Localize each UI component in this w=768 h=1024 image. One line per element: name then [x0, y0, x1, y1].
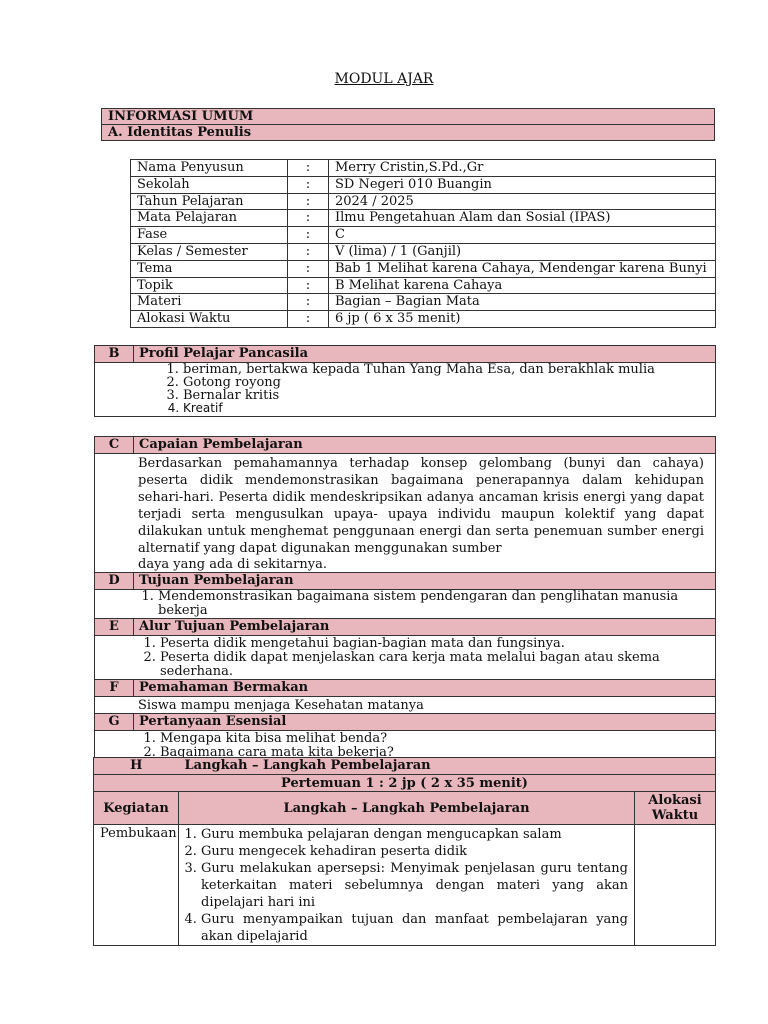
identity-label: Tema [131, 260, 288, 277]
identity-colon: : [288, 277, 329, 294]
identity-value: Bab 1 Melihat karena Cahaya, Mendengar karena Bunyi [329, 260, 716, 277]
list-item: 3. Guru melakukan apersepsi: Menyimak penjelasan guru tentang keterkaitan materi sebelumnya dengan materi yang akan dipelajari hari ini [201, 860, 634, 911]
identity-label: Topik [131, 277, 288, 294]
section-title: Alur Tujuan Pembelajaran [134, 619, 716, 636]
section-title: Pertanyaan Esensial [134, 714, 716, 731]
col-alokasi: Alokasi Waktu [635, 792, 716, 825]
identity-colon: : [288, 193, 329, 210]
list-item: 4. Guru menyampaikan tujuan dan manfaat pembelajaran yang akan dipelajarid [201, 911, 634, 945]
identity-row [131, 311, 716, 328]
identity-colon: : [288, 294, 329, 311]
list-item: 2. Bagaimana cara mata kita bekerja? [160, 746, 710, 760]
identity-value: B Melihat karena Cahaya [329, 277, 716, 294]
identity-row [131, 176, 716, 193]
questions-list [138, 732, 710, 760]
sections-c-g [94, 436, 716, 761]
author-identity-title: A. Identitas Penulis [102, 125, 715, 141]
identity-label: Alokasi Waktu [131, 311, 288, 328]
col-langkah: Langkah – Langkah Pembelajaran [179, 792, 635, 825]
identity-value: Bagian – Bagian Mata [329, 294, 716, 311]
identity-colon: : [288, 260, 329, 277]
pancasila-list [95, 363, 715, 415]
section-code: C [95, 437, 134, 454]
section-code: G [95, 714, 134, 731]
meeting-title: Pertemuan 1 : 2 jp ( 2 x 35 menit) [94, 775, 716, 792]
section-title: Langkah – Langkah Pembelajaran [179, 758, 716, 775]
identity-value: SD Negeri 010 Buangin [329, 176, 716, 193]
identity-row [131, 243, 716, 260]
row-alokasi [635, 825, 716, 946]
section-title: Profil Pelajar Pancasila [134, 346, 716, 363]
list-item: 1. Peserta didik mengetahui bagian-bagian mata dan fungsinya. [160, 637, 710, 651]
learning-outcome-text-end: daya yang ada di sekitarnya. [138, 557, 327, 572]
identity-row [131, 193, 716, 210]
identity-colon: : [288, 176, 329, 193]
identity-row [131, 260, 716, 277]
identity-value: 6 jp ( 6 x 35 menit) [329, 311, 716, 328]
identity-colon: : [288, 160, 329, 177]
col-kegiatan: Kegiatan [94, 792, 179, 825]
section-b [94, 345, 716, 417]
list-item: 3. Bernalar kritis [183, 389, 715, 402]
list-item: 2. Peserta didik dapat menjelaskan cara kerja mata melalui bagan atau skema sederhana. [160, 651, 710, 679]
identity-label: Fase [131, 227, 288, 244]
section-code: H [94, 758, 179, 775]
identity-label: Mata Pelajaran [131, 210, 288, 227]
identity-label: Sekolah [131, 176, 288, 193]
identity-table [130, 159, 716, 328]
section-code: B [95, 346, 134, 363]
section-h [93, 757, 716, 946]
identity-label: Materi [131, 294, 288, 311]
identity-row [131, 277, 716, 294]
list-item: 4. Kreatif [183, 402, 715, 415]
identity-label: Tahun Pelajaran [131, 193, 288, 210]
identity-value: C [329, 227, 716, 244]
flow-list [138, 637, 710, 679]
steps-list [181, 826, 634, 945]
list-item: 1. beriman, bertakwa kepada Tuhan Yang Maha Esa, dan berakhlak mulia [183, 363, 715, 376]
learning-outcome-text: Berdasarkan pemahamannya terhadap konsep gelombang (bunyi dan cahaya) peserta didik mendemonstrasikan bagaimana penerapannya dalam kehidupan sehari-hari. Peserta didik mendeskripsikan adanya ancaman krisis energi yang dapat terjadi serta mengusulkan upaya- upaya individu maupun kolektif yang dapat dilakukan untuk menghemat penggunaan energi dan serta penemuan sumber energi alternatif yang dapat digunakan menggunakan sumber [138, 456, 704, 556]
identity-row [131, 227, 716, 244]
identity-value: 2024 / 2025 [329, 193, 716, 210]
list-item: 2. Gotong royong [183, 376, 715, 389]
identity-row [131, 210, 716, 227]
section-title: Pemahaman Bermakan [134, 680, 716, 697]
identity-colon: : [288, 243, 329, 260]
section-title: Capaian Pembelajaran [134, 437, 716, 454]
section-code: F [95, 680, 134, 697]
identity-value: Ilmu Pengetahuan Alam dan Sosial (IPAS) [329, 210, 716, 227]
meaningful-understanding-text: Siswa mampu menjaga Kesehatan matanya [95, 697, 716, 714]
list-item: 1. Mendemonstrasikan bagaimana sistem pendengaran dan penglihatan manusia bekerja [158, 590, 710, 618]
identity-colon: : [288, 311, 329, 328]
general-info-title: INFORMASI UMUM [102, 109, 715, 125]
list-item: 1. Mengapa kita bisa melihat benda? [160, 732, 710, 746]
identity-colon: : [288, 227, 329, 244]
identity-label: Kelas / Semester [131, 243, 288, 260]
identity-row [131, 294, 716, 311]
list-item: 2. Guru mengecek kehadiran peserta didik [201, 843, 634, 860]
objectives-list [138, 590, 710, 618]
list-item: 1. Guru membuka pelajaran dengan mengucapkan salam [201, 826, 634, 843]
row-kegiatan: Pembukaan [94, 825, 179, 946]
identity-value: V (lima) / 1 (Ganjil) [329, 243, 716, 260]
section-code: D [95, 573, 134, 590]
section-code: E [95, 619, 134, 636]
document-title: MODUL AJAR [334, 71, 434, 87]
identity-label: Nama Penyusun [131, 160, 288, 177]
general-info-header [101, 108, 715, 141]
identity-colon: : [288, 210, 329, 227]
identity-row [131, 160, 716, 177]
identity-value: Merry Cristin,S.Pd.,Gr [329, 160, 716, 177]
section-title: Tujuan Pembelajaran [134, 573, 716, 590]
